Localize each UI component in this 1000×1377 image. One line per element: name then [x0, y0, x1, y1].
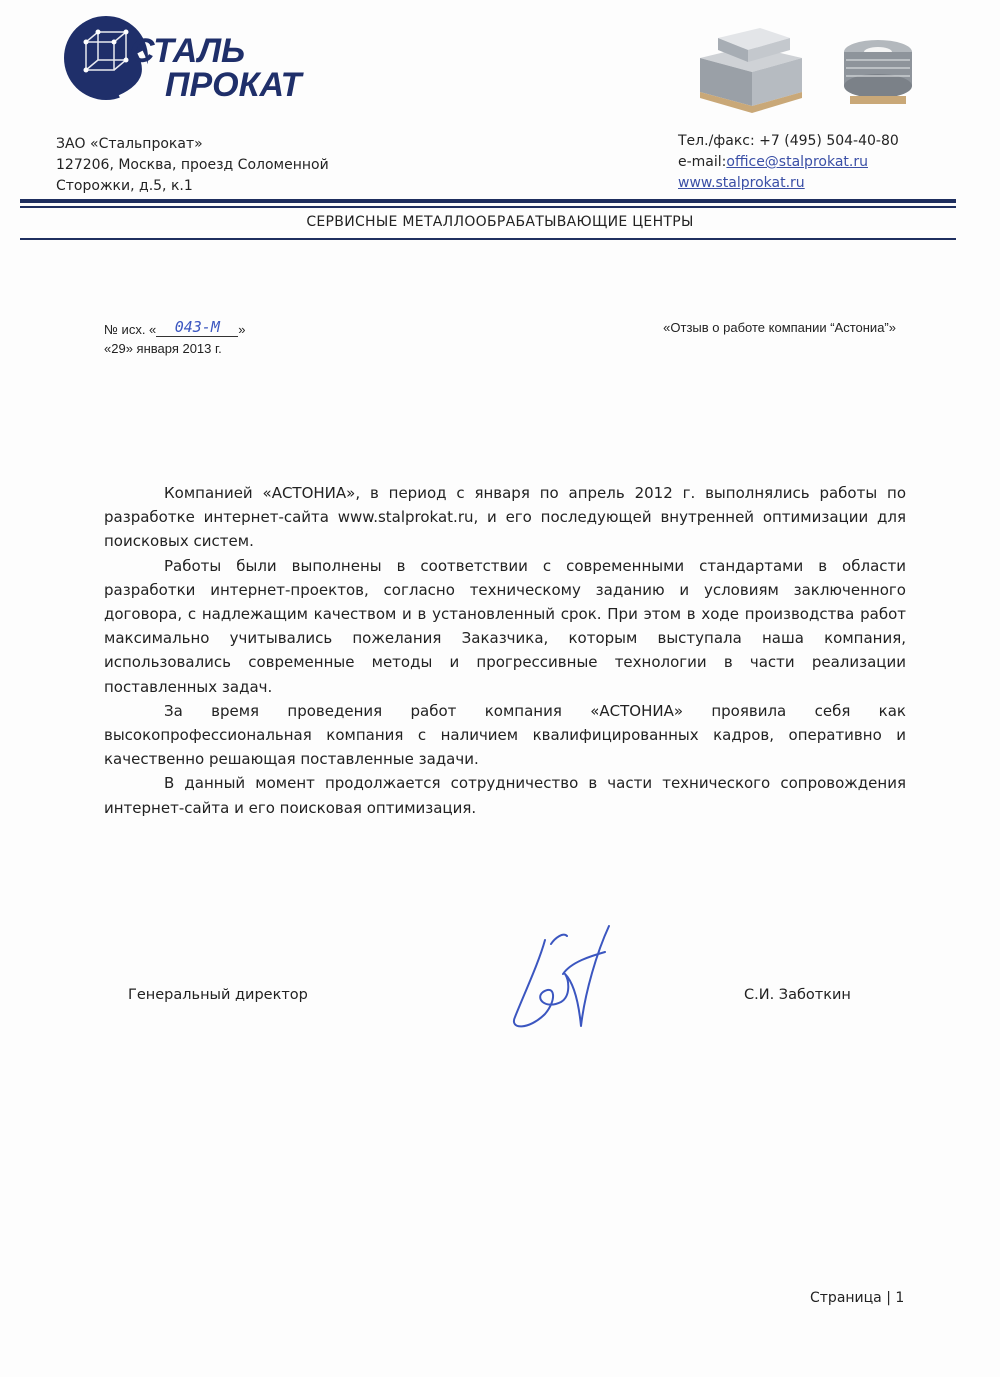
- address-line: 127206, Москва, проезд Соломенной: [56, 157, 329, 173]
- header-divider: [20, 199, 956, 203]
- logo-word-2: ПРОКАТ: [165, 66, 302, 104]
- steel-sheets-photo: [690, 18, 810, 118]
- body-paragraph: В данный момент продолжается сотрудничество в части технического сопровождения интернет-сайта и его поисковая оптимизация.: [104, 774, 906, 817]
- number-suffix: »: [238, 322, 246, 337]
- company-contacts: [678, 131, 899, 194]
- address-line: ЗАО «Стальпрокат»: [56, 136, 203, 152]
- page-number: Страница | 1: [810, 1290, 905, 1306]
- steel-coils-photo: [832, 30, 924, 110]
- outgoing-number: [104, 320, 246, 339]
- letter-date: «29» января 2013 г.: [104, 341, 222, 356]
- phone-fax: Тел./факс: +7 (495) 504-40-80: [678, 133, 899, 149]
- handwritten-number: 043-М: [156, 318, 238, 337]
- company-address: [56, 134, 329, 197]
- email-link[interactable]: office@stalprokat.ru: [726, 154, 868, 170]
- letter-body: [104, 481, 906, 820]
- header-divider-thin: [20, 206, 956, 208]
- letter-subject: «Отзыв о работе компании “Астониа”»: [663, 320, 896, 335]
- signatory-title: Генеральный директор: [128, 987, 308, 1003]
- company-logo: [60, 12, 320, 107]
- email-prefix: e-mail:: [678, 154, 727, 170]
- website-link[interactable]: www.stalprokat.ru: [678, 175, 805, 191]
- body-paragraph: Работы были выполнены в соответствии с современными стандартами в области разработки интернет-проектов, согласно техническому заданию и условиям заключенного договора, с надлежащим качеством и в установленный срок. При этом в ходе производства работ максимально учитывались пожелания Заказчика, которым выступала наша компания, использовались современные методы и прогрессивные технологии в части реализации поставленных задач.: [104, 556, 906, 696]
- company-tagline: СЕРВИСНЫЕ МЕТАЛЛООБРАБАТЫВАЮЩИЕ ЦЕНТРЫ: [306, 214, 694, 230]
- address-line: Сторожки, д.5, к.1: [56, 178, 193, 194]
- number-label: № исх. «: [104, 322, 157, 337]
- logo-word-1: СТАЛЬ: [130, 32, 246, 70]
- body-paragraph: За время проведения работ компания «АСТОНИА» проявила себя как высокопрофессиональная компания с наличием квалифицированных кадров, оперативно и качественно решающая поставленные задачи.: [104, 701, 906, 769]
- handwritten-signature: [505, 922, 615, 1040]
- email-line: [678, 152, 899, 173]
- signatory-name: С.И. Заботкин: [744, 987, 851, 1003]
- tagline-divider: [20, 238, 956, 240]
- body-paragraph: Компанией «АСТОНИА», в период с января по апрель 2012 г. выполнялись работы по разработке интернет-сайта www.stalprokat.ru, и его последующей внутренней оптимизации для поисковых систем.: [104, 484, 906, 551]
